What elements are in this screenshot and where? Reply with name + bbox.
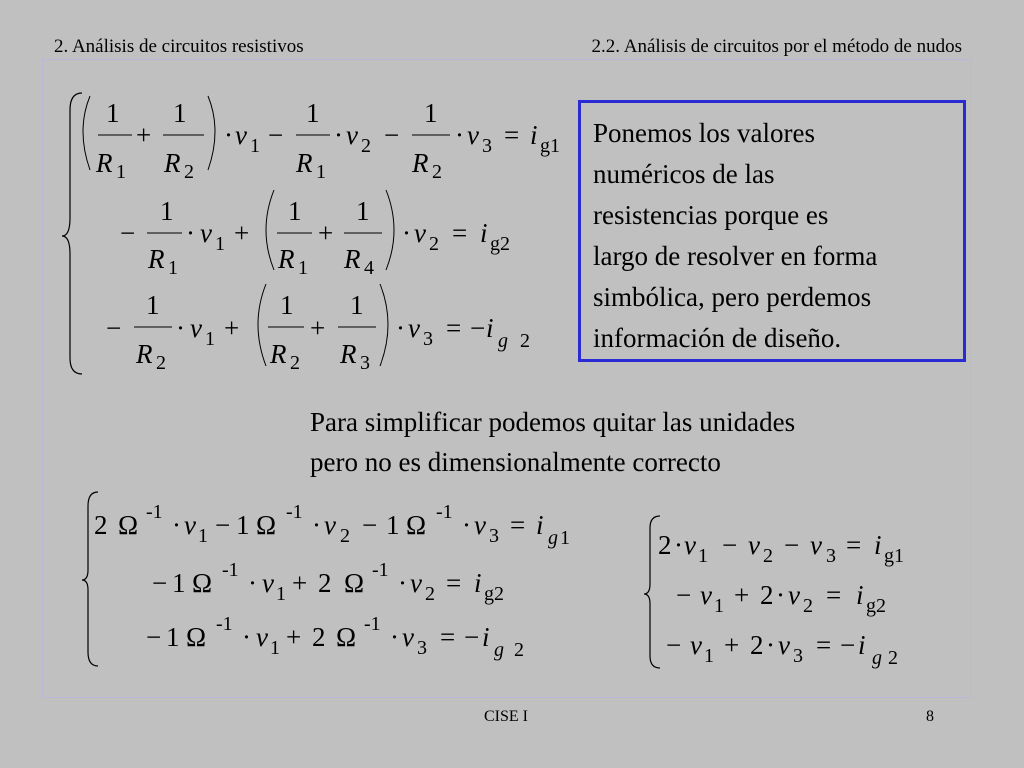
svg-text:v: v [200,218,212,248]
svg-text:·: · [455,120,464,150]
svg-text:1: 1 [386,510,400,540]
note-line: largo de resolver en forma [593,241,878,271]
svg-text:i: i [536,510,544,540]
svg-text:2: 2 [763,545,773,567]
svg-text:g: g [548,527,558,549]
svg-text:=: = [446,568,462,598]
svg-text:=: = [826,580,842,610]
svg-text:1: 1 [116,161,126,183]
svg-text:−: − [106,313,122,343]
svg-text:g: g [498,330,508,352]
svg-text:·: · [224,120,233,150]
svg-text:=: = [816,630,832,660]
svg-text:-1: -1 [222,559,239,581]
svg-text:R: R [412,148,429,178]
svg-text:v: v [346,120,358,150]
svg-text:1: 1 [146,290,160,320]
svg-text:-1: -1 [372,559,389,581]
svg-text:v: v [414,218,426,248]
svg-text:=: = [446,313,462,343]
svg-text:v: v [235,120,247,150]
svg-text:2: 2 [290,352,300,374]
svg-text:Ω: Ω [186,622,207,652]
note-line: información de diseño. [593,323,842,353]
svg-text:2: 2 [94,510,108,540]
svg-text:1: 1 [173,98,187,128]
svg-text:·: · [398,568,407,598]
symbolic-eq-1 [83,96,560,183]
design-note-box [578,100,966,362]
svg-text:2: 2 [340,525,350,547]
svg-text:R: R [270,339,287,369]
svg-text:2: 2 [318,568,332,598]
svg-text:=: = [440,622,456,652]
svg-text:2: 2 [514,639,524,661]
svg-text:v: v [256,622,268,652]
svg-text:1: 1 [714,595,724,617]
svg-text:g1: g1 [884,545,904,567]
svg-text:·: · [390,622,399,652]
svg-text:3: 3 [423,328,433,350]
svg-text:=: = [452,218,468,248]
note-line: Ponemos los valores [593,118,815,148]
svg-text:i: i [530,120,538,150]
svg-text:−: − [146,622,162,652]
note-line: simbólica, pero perdemos [593,282,872,312]
svg-text:1: 1 [236,510,250,540]
svg-text:1: 1 [166,622,180,652]
svg-text:Ω: Ω [256,510,277,540]
svg-text:−: − [666,630,682,660]
svg-text:3: 3 [793,645,803,667]
unitless-eq-2 [676,580,886,617]
svg-text:i: i [856,580,864,610]
svg-text:2: 2 [803,595,813,617]
svg-text:=: = [846,530,862,560]
svg-text:−: − [840,630,856,660]
section-title: 2. Análisis de circuitos resistivos [54,36,304,57]
svg-text:1: 1 [250,135,260,157]
svg-text:−: − [722,530,738,560]
svg-text:g1: g1 [540,135,560,157]
svg-text:v: v [700,580,712,610]
svg-text:v: v [467,120,479,150]
svg-text:+: + [136,120,152,150]
simplify-note [310,402,970,482]
svg-text:1: 1 [306,98,320,128]
ohm-eq-1 [94,501,570,549]
svg-text:-1: -1 [146,501,163,523]
subsection-title: 2.2. Análisis de circuitos por el método de nudos [591,36,962,57]
svg-text:-1: -1 [216,613,233,635]
svg-text:g: g [494,639,504,661]
svg-text:+: + [310,313,326,343]
svg-text:·: · [248,568,257,598]
svg-text:R: R [296,148,313,178]
svg-text:1: 1 [424,98,438,128]
svg-text:2: 2 [425,583,435,605]
svg-text:R: R [164,148,181,178]
system-brace [62,93,82,374]
svg-text:v: v [474,510,486,540]
svg-text:g2: g2 [866,595,886,617]
svg-text:1: 1 [215,233,225,255]
svg-text:Ω: Ω [192,568,213,598]
svg-text:v: v [190,313,202,343]
ohm-equation-system [80,488,600,678]
svg-text:1: 1 [560,527,570,549]
svg-text:2: 2 [520,330,530,352]
svg-text:+: + [286,622,302,652]
svg-text:1: 1 [298,257,308,279]
svg-text:2: 2 [750,630,764,660]
svg-text:·: · [312,510,321,540]
svg-text:3: 3 [417,637,427,659]
svg-text:4: 4 [364,257,374,279]
svg-text:v: v [324,510,336,540]
svg-text:2: 2 [429,233,439,255]
svg-text:3: 3 [360,352,370,374]
svg-text:i: i [480,218,488,248]
svg-text:v: v [748,530,760,560]
svg-text:v: v [402,622,414,652]
svg-text:−: − [676,580,692,610]
svg-text:3: 3 [489,525,499,547]
svg-text:R: R [136,339,153,369]
svg-text:-1: -1 [364,613,381,635]
unitless-equation-system [640,512,940,672]
svg-text:1: 1 [168,257,178,279]
svg-text:−: − [470,313,486,343]
svg-text:1: 1 [704,645,714,667]
svg-text:1: 1 [172,568,186,598]
svg-text:1: 1 [280,290,294,320]
svg-text:i: i [482,622,490,652]
svg-text:−: − [384,120,400,150]
svg-text:−: − [268,120,284,150]
note-line: resistencias porque es [593,200,829,230]
simplify-note-line: Para simplificar podemos quitar las unidades [310,407,796,437]
svg-text:·: · [766,630,775,660]
svg-text:-1: -1 [286,501,303,523]
svg-text:1: 1 [356,196,370,226]
svg-text:+: + [224,313,240,343]
svg-text:v: v [778,630,790,660]
svg-text:R: R [148,244,165,274]
svg-text:Ω: Ω [406,510,427,540]
svg-text:v: v [262,568,274,598]
svg-text:−: − [464,622,480,652]
svg-text:1: 1 [270,637,280,659]
svg-text:1: 1 [350,290,364,320]
svg-text:2: 2 [156,352,166,374]
svg-text:g2: g2 [484,583,504,605]
symbolic-eq-2 [120,190,510,279]
svg-text:2: 2 [760,580,774,610]
svg-text:1: 1 [198,525,208,547]
svg-text:3: 3 [482,135,492,157]
svg-text:v: v [684,530,696,560]
svg-text:2: 2 [312,622,326,652]
svg-text:·: · [186,218,195,248]
footer-course: CISE I [484,708,528,725]
svg-text:+: + [734,580,750,610]
svg-text:v: v [184,510,196,540]
svg-text:Ω: Ω [344,568,365,598]
svg-text:+: + [292,568,308,598]
svg-text:·: · [776,580,785,610]
svg-text:R: R [278,244,295,274]
svg-text:i: i [874,530,882,560]
svg-text:·: · [334,120,343,150]
svg-text:1: 1 [698,545,708,567]
svg-text:1: 1 [205,328,215,350]
svg-text:−: − [784,530,800,560]
svg-text:i: i [858,630,866,660]
unitless-eq-3 [666,630,898,669]
svg-text:3: 3 [826,545,836,567]
svg-text:R: R [96,148,113,178]
svg-text:R: R [340,339,357,369]
svg-text:+: + [318,218,334,248]
svg-text:1: 1 [106,98,120,128]
svg-text:2: 2 [361,135,371,157]
svg-text:Ω: Ω [336,622,357,652]
svg-text:−: − [215,510,231,540]
svg-text:=: = [504,120,520,150]
svg-text:Ω: Ω [118,510,139,540]
svg-text:·: · [396,313,405,343]
svg-text:2: 2 [184,161,194,183]
svg-text:=: = [510,510,526,540]
svg-text:·: · [402,218,411,248]
svg-text:1: 1 [160,196,174,226]
svg-text:v: v [408,313,420,343]
svg-text:-1: -1 [436,501,453,523]
svg-text:·: · [462,510,471,540]
svg-text:1: 1 [276,583,286,605]
svg-text:2: 2 [658,530,672,560]
unitless-eq-1 [658,530,904,567]
symbolic-eq-3 [106,284,530,374]
svg-text:i: i [474,568,482,598]
svg-text:·: · [176,313,185,343]
svg-text:−: − [362,510,378,540]
svg-text:v: v [410,568,422,598]
svg-text:1: 1 [288,196,302,226]
footer-page-number: 8 [926,708,934,725]
svg-text:−: − [120,218,136,248]
svg-text:·: · [674,530,683,560]
svg-text:i: i [486,313,494,343]
ohm-eq-3 [146,613,524,661]
svg-text:−: − [152,568,168,598]
svg-text:1: 1 [316,161,326,183]
ohm-eq-2 [152,559,504,605]
svg-text:2: 2 [888,647,898,669]
svg-text:v: v [788,580,800,610]
note-line: numéricos de las [593,159,775,189]
svg-text:g: g [872,647,882,669]
svg-text:·: · [172,510,181,540]
svg-text:+: + [234,218,250,248]
svg-text:2: 2 [432,161,442,183]
symbolic-equation-system [60,80,580,380]
svg-text:g2: g2 [490,233,510,255]
svg-text:R: R [344,244,361,274]
svg-text:v: v [690,630,702,660]
svg-text:+: + [724,630,740,660]
svg-text:v: v [810,530,822,560]
simplify-note-line: pero no es dimensionalmente correcto [310,447,721,477]
svg-text:·: · [242,622,251,652]
